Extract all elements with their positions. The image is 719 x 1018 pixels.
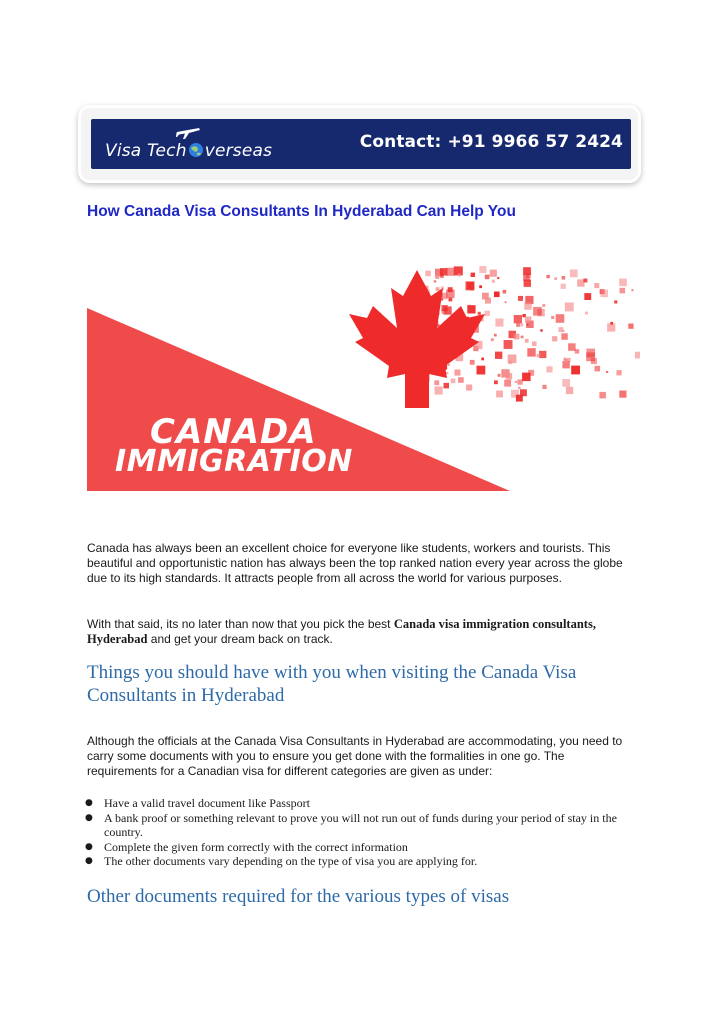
pixel-square <box>583 279 587 283</box>
pixel-square <box>485 275 490 280</box>
pixel-square <box>516 395 523 402</box>
pixel-square <box>477 366 486 375</box>
intro-paragraph: Canada has always been an excellent choice for everyone like students, workers and tourists. This beautiful and opportunistic nation has always been the top ranked nation every year across the globe due to its high standards. It attracts people from all across the world for various purposes. <box>87 541 623 585</box>
pixel-square <box>616 370 621 375</box>
pixel-square <box>492 280 495 283</box>
maple-leaf-icon <box>349 270 485 408</box>
pixel-square <box>467 282 474 289</box>
pixel-square <box>458 273 461 276</box>
list-item-text: Have a valid travel document like Passport <box>104 796 310 810</box>
pixel-square <box>505 301 507 303</box>
pixel-square <box>546 366 552 372</box>
pixel-square <box>561 333 568 340</box>
pixel-square <box>497 277 499 279</box>
pixel-square <box>504 380 511 387</box>
pixel-square <box>524 280 531 287</box>
section-body-paragraph: Although the officials at the Canada Visa Consultants in Hyderabad are accommodating, you need to carry some documents with you to ensure you get done with the formalities in one go. The requirements for a Canadian visa for different categories are given as under: <box>87 734 623 778</box>
pixel-square <box>448 364 450 366</box>
pixel-square <box>514 315 522 323</box>
bullet-icon: ● <box>85 812 93 823</box>
list-item <box>85 854 634 869</box>
pixel-square <box>619 279 627 287</box>
pixel-square <box>503 290 507 294</box>
pixel-square <box>441 305 447 311</box>
pixel-square <box>517 379 522 384</box>
pixel-square <box>516 323 520 327</box>
pixel-square <box>599 392 606 399</box>
pixel-square <box>628 324 633 329</box>
list-item-text: The other documents vary depending on the type of visa you are applying for. <box>104 854 478 868</box>
section-heading-things: Things you should have with you when visiting the Canada Visa Consultants in Hyderabad <box>87 662 577 706</box>
pixel-square <box>451 379 456 384</box>
list-item <box>85 796 634 811</box>
pixel-square <box>586 352 595 361</box>
pixel-square <box>425 271 431 277</box>
pixel-square <box>434 280 436 282</box>
pixel-square <box>444 383 450 389</box>
pixel-square <box>562 276 566 280</box>
list-item-text: Complete the given form correctly with the correct information <box>104 839 408 854</box>
pixel-square <box>570 270 578 278</box>
cta-text-before: With that said, its no later than now that you pick the best <box>87 617 394 631</box>
header-banner <box>91 119 631 169</box>
pixel-square <box>467 305 475 313</box>
pixel-square <box>542 385 546 389</box>
pixel-square <box>527 348 535 356</box>
list-item <box>85 810 634 840</box>
pixel-square <box>471 273 475 277</box>
pixel-square <box>494 334 497 337</box>
pixel-square <box>504 340 513 349</box>
pixel-square <box>540 329 542 331</box>
pixel-square <box>532 341 537 346</box>
pixel-square <box>595 366 601 372</box>
pixel-square <box>610 322 613 325</box>
logo-text-part2: verseas <box>204 141 273 161</box>
pixel-square <box>434 380 439 385</box>
pixel-square <box>552 336 557 341</box>
pixel-square <box>565 303 574 312</box>
page-title: How Canada Visa Consultants In Hyderabad Can Help You <box>87 203 516 220</box>
pixel-square <box>448 287 453 292</box>
logo-text-part1: Visa Tech <box>105 141 187 161</box>
pixel-square <box>542 304 545 307</box>
pixel-square <box>494 380 498 384</box>
pixel-square <box>635 352 640 359</box>
pixel-square <box>522 373 531 382</box>
pixel-square <box>614 300 617 303</box>
bullet-icon: ● <box>85 798 93 808</box>
pixel-square <box>518 296 523 301</box>
pixel-square <box>547 275 550 278</box>
pixel-square <box>521 336 524 339</box>
globe-icon <box>188 142 204 158</box>
pixel-square <box>481 358 484 361</box>
pixel-square <box>470 360 475 365</box>
pixel-square <box>490 270 497 277</box>
pixel-square <box>525 339 529 343</box>
pixel-square <box>551 316 554 319</box>
pixel-square <box>446 372 448 374</box>
pixel-square <box>482 293 489 300</box>
pixel-square <box>491 338 494 341</box>
pixel-square <box>435 275 439 279</box>
section-heading-other-documents: Other documents required for the various types of visas <box>87 886 510 907</box>
pixel-square <box>585 312 588 315</box>
pixel-square <box>436 287 440 291</box>
pixel-square <box>562 379 570 387</box>
pixel-square <box>556 314 565 323</box>
pixel-square <box>435 386 443 394</box>
pixel-square <box>526 324 528 326</box>
pixel-square <box>518 387 521 390</box>
pixel-square <box>466 385 472 391</box>
airplane-icon <box>175 122 201 140</box>
pixel-square <box>498 374 501 377</box>
requirements-list <box>85 796 634 869</box>
pixel-square <box>496 391 503 398</box>
hero-text-immigration: IMMIGRATION <box>115 444 353 479</box>
pixel-square <box>442 311 445 314</box>
pixel-square <box>458 377 464 383</box>
pixel-square <box>501 369 509 377</box>
list-item-text: A bank proof or something relevant to prove you will not run out of funds during your period of stay in the country. <box>104 810 617 839</box>
list-item <box>85 839 634 855</box>
pixel-square <box>515 381 517 383</box>
pixel-square <box>495 352 502 359</box>
pixel-square <box>449 298 453 302</box>
pixel-square <box>523 267 531 275</box>
pixel-square <box>446 268 454 276</box>
pixel-square <box>479 285 482 288</box>
pixel-square <box>494 292 500 298</box>
pixel-square <box>561 284 566 289</box>
pixel-square <box>509 361 513 365</box>
pixel-square <box>525 317 531 323</box>
pixel-square <box>524 302 531 309</box>
pixel-square <box>533 307 542 316</box>
pixel-square <box>520 323 523 326</box>
pixel-square <box>584 293 591 300</box>
pixel-square <box>537 354 541 358</box>
cta-paragraph <box>87 617 632 647</box>
pixel-square <box>564 359 568 363</box>
pixel-square <box>566 387 573 394</box>
pixel-square <box>620 288 626 294</box>
pixel-square <box>601 290 609 298</box>
pixel-square <box>568 343 576 351</box>
cta-bold-link: Canada visa immigration consultants, Hyderabad <box>87 617 596 646</box>
pixel-square <box>514 334 520 340</box>
pixel-square <box>554 277 557 280</box>
pixel-square <box>485 311 490 316</box>
canada-immigration-hero-image <box>87 262 640 494</box>
pixel-square <box>606 371 608 373</box>
cta-text-after: and get your dream back on track. <box>147 632 333 646</box>
hero-text-canada: CANADA <box>150 412 317 452</box>
pixel-square <box>495 319 503 327</box>
bullet-icon: ● <box>85 841 93 852</box>
pixel-square <box>571 366 580 375</box>
pixel-square <box>594 283 599 288</box>
pixel-square <box>559 327 564 332</box>
pixel-square <box>440 274 444 278</box>
pixel-square <box>454 370 460 376</box>
pixel-square <box>619 391 626 398</box>
pixel-square <box>607 323 615 331</box>
pixel-square <box>631 289 633 291</box>
contact-phone[interactable]: Contact: +91 9966 57 2424 <box>359 132 623 152</box>
pixel-square <box>478 312 481 315</box>
bullet-icon: ● <box>85 856 93 866</box>
pixel-square <box>479 266 486 273</box>
